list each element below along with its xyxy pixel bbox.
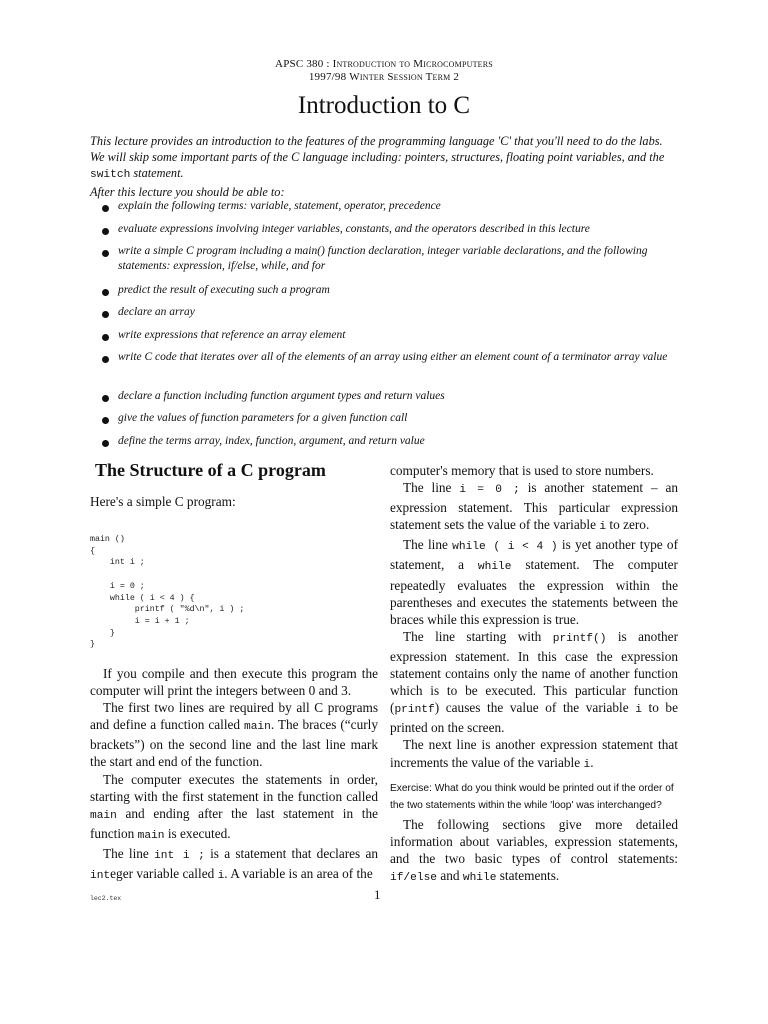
inline-code: main	[90, 809, 117, 822]
objective-item	[100, 389, 682, 412]
session-name: Winter Session Term 2	[349, 71, 460, 83]
inline-code: while ( i < 4 )	[452, 541, 558, 554]
text: . A variable is an area of the	[224, 866, 373, 882]
abstract-line-1: This lecture provides an introduction to the features of the programming language 'C' that you'll need to do the labs.	[90, 134, 663, 148]
objective-text: give the values of function parameters for a given function call	[118, 412, 408, 424]
paragraph	[390, 479, 678, 536]
objective-text: declare an array	[118, 306, 195, 318]
source-filename: lec2.tex	[90, 895, 122, 902]
bullet-icon	[102, 440, 109, 447]
objective-item	[100, 350, 682, 389]
bullet-icon	[102, 205, 109, 212]
paragraph	[90, 845, 378, 885]
bullet-icon	[102, 289, 109, 296]
abstract-line-2	[90, 149, 682, 183]
paragraph	[390, 816, 678, 887]
objective-text: define the terms array, index, function, argument, and return value	[118, 434, 425, 447]
exercise-note: Exercise: What do you think would be printed out if the order of the two statements within the while 'loop' was interchanged?	[390, 782, 674, 811]
inline-code: i	[599, 521, 607, 534]
text: .	[590, 754, 594, 770]
inline-code: printf()	[552, 632, 607, 645]
text: The line	[403, 537, 453, 553]
text: The line starting with	[403, 628, 553, 644]
text: is executed.	[164, 825, 231, 841]
paragraph	[390, 536, 678, 627]
text: is yet another type of statement, a	[390, 537, 678, 573]
intro-text	[90, 493, 380, 510]
objective-item	[100, 199, 682, 222]
course-name: Introduction to Microcomputers	[332, 58, 493, 70]
text: ) causes the value of the variable	[434, 700, 636, 716]
bullet-icon	[102, 311, 109, 318]
paragraph	[390, 628, 678, 737]
text: to be printed on the screen.	[390, 700, 678, 736]
text: eger variable called	[110, 866, 218, 882]
inline-code: int	[90, 870, 111, 883]
page-number: 1	[374, 887, 381, 902]
objective-item	[100, 283, 682, 306]
objective-text: write a simple C program including a main() function declaration, integer variable declarations, and the following statements: expression, if/else, while, and for	[118, 245, 648, 272]
bullet-icon	[102, 356, 109, 363]
text: The next line is another expression statement that increments the value of the variable	[390, 737, 678, 770]
inline-code: i	[217, 870, 225, 883]
inline-code: main	[137, 829, 165, 842]
left-column	[90, 665, 378, 885]
objective-text: declare a function including function argument types and return values	[118, 389, 445, 402]
paragraph	[390, 736, 678, 773]
objective-text: evaluate expressions involving integer variables, constants, and the operators described in this lecture	[118, 222, 590, 235]
text: and ending after the last statement in the function	[90, 805, 378, 841]
bullet-icon	[102, 250, 109, 257]
session-prefix: 1997/98	[308, 71, 350, 83]
text: The line	[103, 845, 155, 861]
intro-paragraph: Here's a simple C program:	[90, 494, 236, 509]
objective-text: predict the result of executing such a program	[118, 283, 330, 296]
text: statement. The computer repeatedly evaluates the expression within the parentheses and executes the statements between the braces while this expression is true.	[390, 557, 678, 627]
text: and	[437, 867, 463, 883]
text: is a statement that declares an	[204, 845, 379, 861]
objective-item	[100, 328, 682, 351]
text: is another statement – an expression statement. This particular expression statement sets the value of the variable	[390, 480, 678, 533]
inline-code: switch	[90, 169, 131, 182]
bullet-icon	[102, 395, 109, 402]
inline-code: i = 0 ;	[459, 484, 520, 497]
course-prefix: APSC 380 :	[275, 58, 333, 70]
text: is another expression statement. In this case the expression statement contains only the name of another function which is to be executed. This particular function (	[390, 628, 678, 716]
section-heading: The Structure of a C program	[95, 460, 326, 480]
text: The first two lines are required by all C programs and define a function called	[90, 700, 378, 733]
course-line	[0, 58, 768, 71]
paragraph	[90, 771, 378, 845]
inline-code: main	[244, 721, 271, 734]
text: to zero.	[606, 517, 650, 533]
inline-code: printf	[394, 704, 435, 717]
bullet-icon	[102, 228, 109, 235]
paragraph	[90, 699, 378, 770]
session-line	[0, 71, 768, 84]
objective-item	[100, 244, 682, 283]
objective-text: write expressions that reference an array element	[118, 328, 346, 341]
page-title: Introduction to C	[297, 92, 471, 119]
right-column	[390, 462, 678, 887]
objective-text: explain the following terms: variable, statement, operator, precedence	[118, 200, 441, 212]
objective-text: write C code that iterates over all of the elements of an array using either an element count of a terminator array value	[118, 351, 668, 363]
paragraph: If you compile and then execute this program the computer will print the integers between 0 and 3.	[90, 666, 378, 699]
code-listing: main () { int i ; i = 0 ; while ( i < 4 ) { printf ( "%d\n", i ) ; i = i + 1 ; } }	[90, 535, 245, 650]
bullet-icon	[102, 417, 109, 424]
learning-objectives-list	[100, 199, 682, 456]
text: . The braces (“curly brackets”) on the second line and the last line mark the start and end of the function.	[90, 717, 378, 770]
inline-code: if/else	[390, 871, 437, 884]
paragraph: computer's memory that is used to store numbers.	[390, 463, 654, 478]
inline-code: while	[462, 871, 497, 884]
text: The computer executes the statements in order, starting with the first statement in the function called	[90, 771, 378, 804]
text: statements.	[496, 867, 560, 883]
inline-code: int i ;	[154, 849, 205, 862]
inline-code: i	[583, 758, 591, 771]
abstract-line-3: After this lecture you should be able to:	[90, 184, 285, 199]
abstract	[90, 133, 682, 200]
bullet-icon	[102, 334, 109, 341]
text: The following sections give more detailed information about variables, expression statements, and the two basic types of control statements:	[390, 816, 678, 866]
inline-code: i	[635, 704, 642, 717]
text: The line	[403, 480, 460, 496]
abstract-text: statement.	[130, 166, 184, 181]
objective-item	[100, 434, 682, 457]
inline-code: while	[477, 561, 512, 574]
objective-item	[100, 222, 682, 245]
objective-item	[100, 305, 682, 328]
abstract-text: We will skip some important parts of the C language including: pointers, structures, floating point variables, and the	[90, 150, 665, 165]
objective-item	[100, 411, 682, 434]
